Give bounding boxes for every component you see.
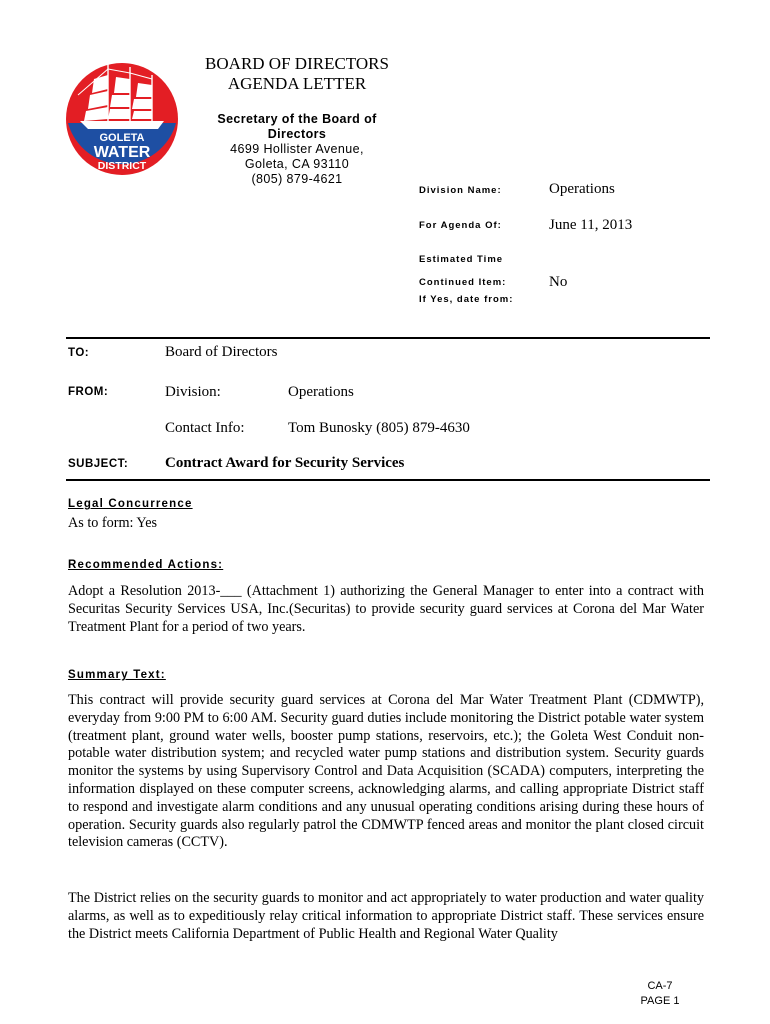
legal-concurrence-heading: Legal Concurrence (68, 498, 193, 510)
subject-value: Contract Award for Security Services (165, 455, 405, 471)
continued-item-label: Continued Item: (419, 277, 507, 288)
secretary-line: Secretary of the Board of (217, 112, 377, 126)
footer-code: CA-7 (647, 980, 673, 992)
title-line-2: AGENDA LETTER (227, 74, 367, 93)
agenda-of-label: For Agenda Of: (419, 220, 502, 231)
city-state-zip: Goleta, CA 93110 (244, 157, 350, 171)
summary-heading: Summary Text: (68, 669, 166, 681)
directors-line: Directors (267, 127, 327, 141)
street-address: 4699 Hollister Avenue, (230, 142, 364, 156)
division-name-label: Division Name: (419, 185, 502, 196)
from-division-key: Division: (165, 384, 221, 400)
summary-paragraph-2: The District relies on the security guards to monitor and act appropriately to water production and water quality alarms, as well as to expeditiously relay critical information to appropriate District staff. These services ensure the District meets California Department of Public Health and Regional Water Quality (68, 890, 704, 942)
to-value: Board of Directors (165, 344, 278, 360)
top-divider (66, 337, 710, 339)
title-line-1: BOARD OF DIRECTORS (205, 54, 389, 73)
recommended-actions-text: Adopt a Resolution 2013-___ (Attachment 1) authorizing the General Manager to enter into a contract with Securitas Security Services USA, Inc.(Securitas) to provide security guard services at Corona del Mar Water Treatment Plant for a period of two years. (68, 583, 704, 635)
from-division-value: Operations (288, 384, 354, 400)
logo-text-goleta: GOLETA (99, 132, 145, 144)
logo-text-district: DISTRICT (97, 160, 147, 172)
phone-number: (805) 879-4621 (251, 172, 343, 186)
estimated-time-label: Estimated Time (419, 254, 504, 265)
division-name-value: Operations (549, 181, 615, 197)
if-yes-date-label: If Yes, date from: (419, 294, 514, 305)
bottom-divider (66, 479, 710, 481)
contact-info-value: Tom Bunosky (805) 879-4630 (288, 420, 470, 436)
to-label: TO: (68, 347, 90, 359)
recommended-actions-heading: Recommended Actions: (68, 559, 224, 571)
logo-text-water: WATER (93, 144, 151, 161)
from-label: FROM: (68, 386, 109, 398)
summary-paragraph-1: This contract will provide security guard services at Corona del Mar Water Treatment Plant (CDMWTP), everyday from 9:00 PM to 6:00 AM. Security guard duties include monitoring the District potable water system (treatment plant, ground water wells, booster pump stations, reservoirs, etc.); the Goleta West Conduit non-potable water distribution system; and recycled water pump stations and distribution system. Security guards monitor the systems by using Supervisory Control and Data Acquisition (SCADA) computers, interpreting the information displayed on these computer screens, acknowledging alarms, and calling appropriate District staff to respond and investigate alarm conditions and any unusual operating conditions arising during these hours of operation. Security guards also regularly patrol the CDMWTP fenced areas and monitor the plant closed circuit television cameras (CCTV). (68, 692, 704, 851)
footer-page-number: PAGE 1 (640, 995, 680, 1007)
subject-label: SUBJECT: (68, 458, 129, 470)
legal-concurrence-text: As to form: Yes (68, 515, 158, 531)
continued-item-value: No (549, 274, 568, 290)
agenda-of-value: June 11, 2013 (549, 217, 633, 233)
contact-info-key: Contact Info: (165, 420, 245, 436)
